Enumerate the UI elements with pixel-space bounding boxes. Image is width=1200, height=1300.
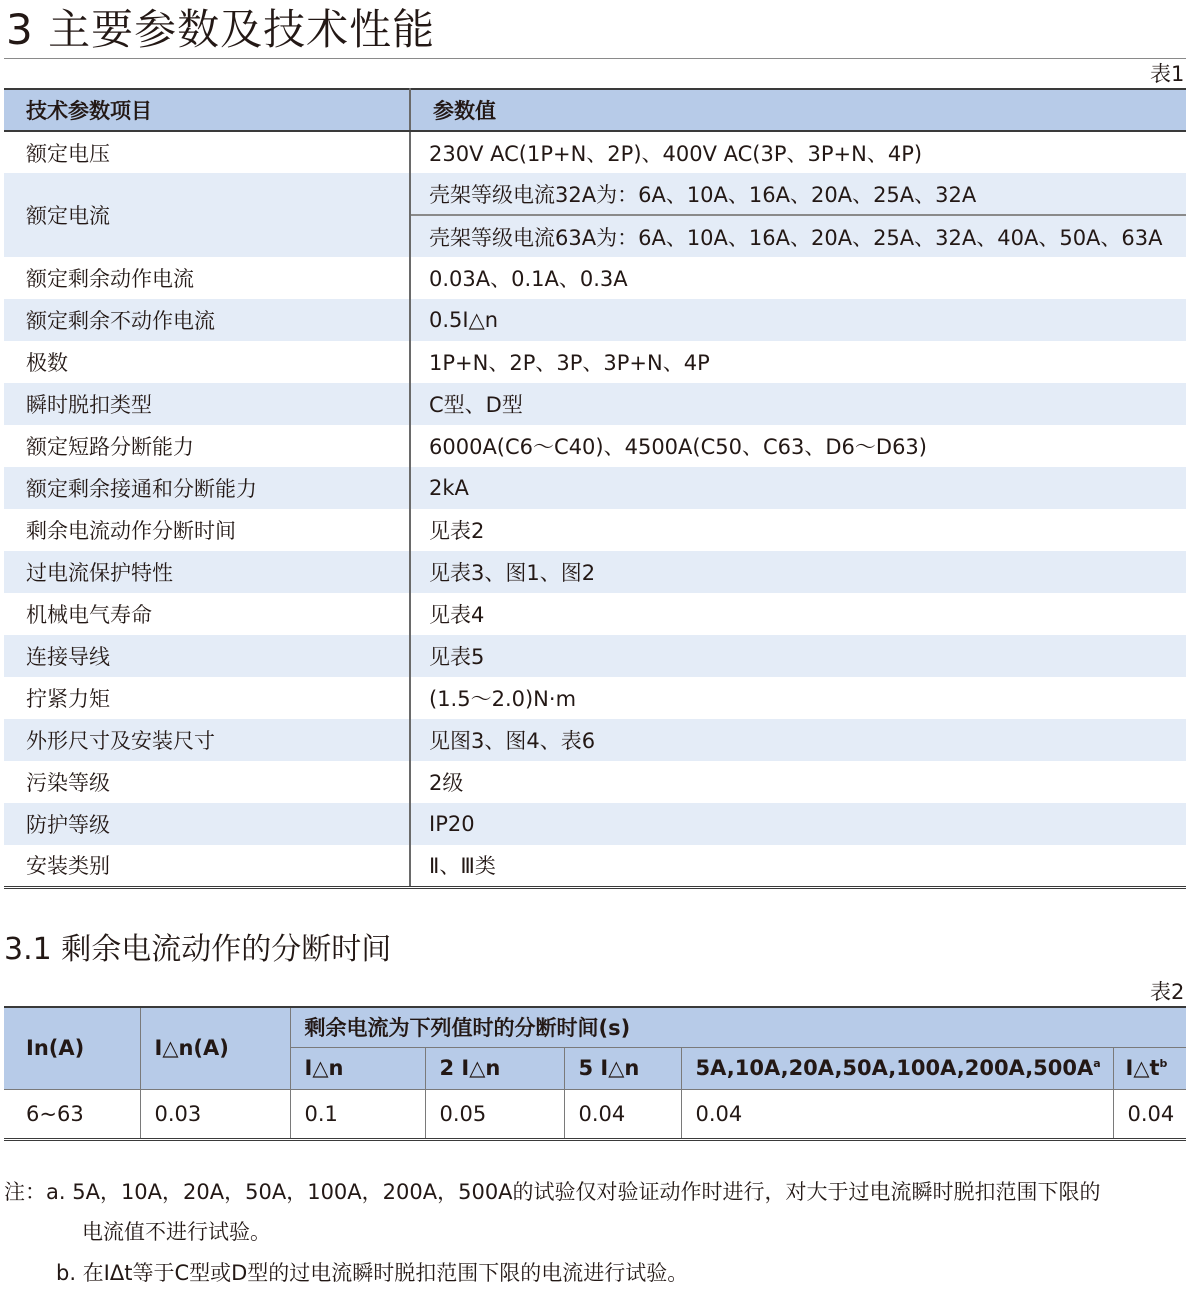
param-name: 外形尺寸及安装尺寸 xyxy=(4,719,410,761)
table-row xyxy=(4,467,1186,509)
subsection-title: 3.1 剩余电流动作的分断时间 xyxy=(4,932,392,967)
header-idn: I△n(A) xyxy=(140,1007,290,1089)
table-header-row xyxy=(4,1007,1186,1047)
cell-in: 6~63 xyxy=(4,1089,140,1139)
param-name: 额定电压 xyxy=(4,131,410,173)
param-value: C型、D型 xyxy=(410,383,1186,425)
table-row xyxy=(4,593,1186,635)
table-row xyxy=(4,257,1186,299)
param-value: 壳架等级电流63A为：6A、10A、16A、20A、25A、32A、40A、50A、63A xyxy=(410,215,1186,257)
param-value: 230V AC(1P+N、2P)、400V AC(3P、3P+N、4P) xyxy=(429,141,923,166)
break-time-table xyxy=(4,1006,1186,1141)
header-sub-5a-500a xyxy=(681,1047,1113,1089)
cell-time: 0.04 xyxy=(1113,1089,1186,1139)
header-sub: 5 I△n xyxy=(564,1047,681,1089)
param-value: (1.5～2.0)N·m xyxy=(429,687,577,711)
table-row xyxy=(4,761,1186,803)
param-value: 见表5 xyxy=(410,635,1186,677)
title-rule xyxy=(4,58,1186,59)
param-name: 瞬时脱扣类型 xyxy=(4,383,410,425)
param-value: 见表4 xyxy=(429,603,485,627)
param-name: 额定剩余不动作电流 xyxy=(4,299,410,341)
param-value: 壳架等级电流32A为：6A、10A、16A、20A、25A、32A xyxy=(410,173,1186,215)
table-row xyxy=(4,509,1186,551)
table-row xyxy=(4,299,1186,341)
header-value: 参数值 xyxy=(410,89,1186,131)
note-b: b. 在IΔt等于C型或D型的过电流瞬时脱扣范围下限的电流进行试验。 xyxy=(56,1261,689,1285)
param-name: 剩余电流动作分断时间 xyxy=(4,509,410,551)
note-a-line1: 注：a. 5A，10A，20A，50A，100A，200A，500A的试验仅对验证动作时进行，对大于过电流瞬时脱扣范围下限的 xyxy=(4,1180,1101,1204)
param-value: 2kA xyxy=(410,467,1186,509)
cell-time: 0.1 xyxy=(290,1089,425,1139)
header-sub-text: 5A,10A,20A,50A,100A,200A,500A xyxy=(695,1056,1094,1080)
param-name: 防护等级 xyxy=(4,803,410,845)
section-title: 3 主要参数及技术性能 xyxy=(6,5,436,54)
table-row xyxy=(4,551,1186,593)
header-sub: I△n xyxy=(290,1047,425,1089)
footnote-a-marker: a xyxy=(1093,1057,1101,1070)
param-value: 6000A(C6～C40)、4500A(C50、C63、D6～D63) xyxy=(429,435,927,459)
param-value: 见表2 xyxy=(429,519,485,543)
cell-time: 0.04 xyxy=(564,1089,681,1139)
param-name: 额定剩余动作电流 xyxy=(4,257,410,299)
table1-label: 表1 xyxy=(1150,62,1185,86)
param-name: 额定电流 xyxy=(4,173,410,257)
table2-label: 表2 xyxy=(1150,980,1185,1004)
table-header-row xyxy=(4,89,1186,131)
param-name: 过电流保护特性 xyxy=(4,551,410,593)
table-row xyxy=(4,425,1186,467)
header-sub-idt xyxy=(1113,1047,1186,1089)
header-sub: 2 I△n xyxy=(425,1047,564,1089)
table-row xyxy=(4,719,1186,761)
table-row xyxy=(4,635,1186,677)
param-value: 见图3、图4、表6 xyxy=(410,719,1186,761)
param-name: 污染等级 xyxy=(4,761,410,803)
cell-time: 0.04 xyxy=(681,1089,1113,1139)
param-name: 额定短路分断能力 xyxy=(4,425,410,467)
param-name: 极数 xyxy=(4,341,410,383)
table-row xyxy=(4,383,1186,425)
note-a-line2: 电流值不进行试验。 xyxy=(82,1220,271,1244)
param-name: 额定剩余接通和分断能力 xyxy=(4,467,410,509)
table-row xyxy=(4,845,1186,887)
param-value: 2级 xyxy=(429,771,464,795)
header-param: 技术参数项目 xyxy=(4,89,410,131)
table-row xyxy=(4,803,1186,845)
table-row xyxy=(4,341,1186,383)
cell-time: 0.05 xyxy=(425,1089,564,1139)
param-name: 机械电气寿命 xyxy=(4,593,410,635)
cell-idn: 0.03 xyxy=(140,1089,290,1139)
footnote-b-marker: b xyxy=(1159,1057,1168,1070)
parameters-table xyxy=(4,88,1186,889)
param-value: 0.03A、0.1A、0.3A xyxy=(429,267,628,291)
param-value: 1P+N、2P、3P、3P+N、4P xyxy=(429,351,710,375)
header-in: In(A) xyxy=(4,1007,140,1089)
param-value: Ⅱ、Ⅲ类 xyxy=(429,854,496,879)
param-value: 0.5I△n xyxy=(410,299,1186,341)
param-value: 见表3、图1、图2 xyxy=(410,551,1186,593)
param-name: 拧紧力矩 xyxy=(4,677,410,719)
param-value: IP20 xyxy=(410,803,1186,845)
param-name: 连接导线 xyxy=(4,635,410,677)
table-row xyxy=(4,173,1186,215)
param-name: 安装类别 xyxy=(4,845,410,887)
header-group: 剩余电流为下列值时的分断时间(s) xyxy=(290,1007,1186,1047)
table-row xyxy=(4,677,1186,719)
table-row xyxy=(4,1089,1186,1139)
header-sub-text: I△t xyxy=(1125,1056,1160,1080)
table-row xyxy=(4,131,1186,173)
